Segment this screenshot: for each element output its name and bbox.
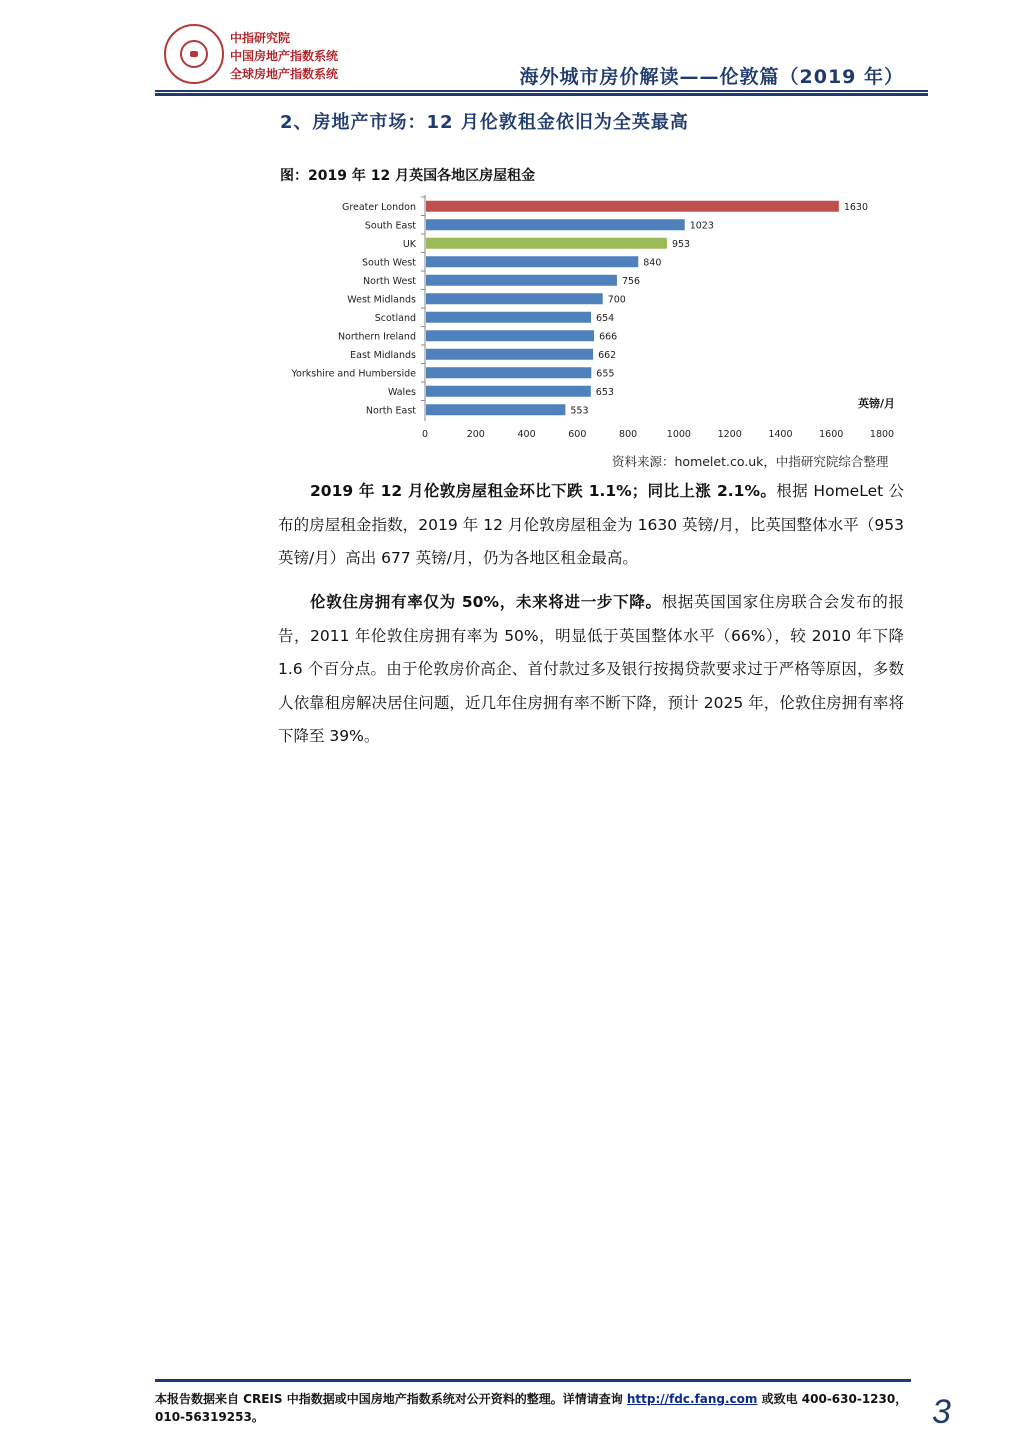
header-rule-thick bbox=[155, 93, 928, 96]
data-label: 1023 bbox=[689, 220, 714, 232]
category-label: Wales bbox=[387, 386, 416, 398]
paragraph-ownership bbox=[278, 586, 904, 754]
bar bbox=[426, 238, 667, 249]
logo-emblem-icon bbox=[180, 40, 208, 68]
x-tick-label: 1400 bbox=[768, 429, 793, 440]
header-rule-thin bbox=[155, 90, 928, 92]
org-name-1: 中指研究院 bbox=[230, 31, 291, 45]
paragraph-rent bbox=[278, 475, 904, 576]
paragraph-ownership-lead: 伦敦住房拥有率仅为 50%，未来将进一步下降。 bbox=[310, 593, 662, 611]
bar bbox=[426, 349, 593, 360]
section-title: 2、房地产市场：12 月伦敦租金依旧为全英最高 bbox=[280, 112, 689, 133]
bar bbox=[426, 275, 617, 286]
bar bbox=[426, 219, 685, 230]
bar bbox=[426, 367, 591, 378]
x-tick-label: 800 bbox=[619, 429, 638, 440]
bar bbox=[426, 330, 594, 341]
data-label: 654 bbox=[596, 312, 615, 324]
footer-note bbox=[155, 1390, 910, 1426]
x-tick-label: 400 bbox=[517, 429, 536, 440]
category-label: West Midlands bbox=[347, 294, 416, 306]
x-tick-label: 600 bbox=[568, 429, 587, 440]
bar bbox=[426, 293, 603, 304]
x-tick-label: 1000 bbox=[666, 429, 691, 440]
category-label: Yorkshire and Humberside bbox=[291, 368, 416, 380]
bar bbox=[426, 201, 839, 212]
x-tick-label: 0 bbox=[421, 429, 429, 440]
footer-link[interactable]: http://fdc.fang.com bbox=[626, 1392, 758, 1406]
category-label: South West bbox=[362, 257, 416, 269]
footer-text-1: 本报告数据来自 CREIS 中指数据或中国房地产指数系统对公开资料的整理。详情请查询 bbox=[155, 1392, 627, 1406]
report-title: 海外城市房价解读——伦敦篇（2019 年） bbox=[519, 66, 904, 88]
data-label: 653 bbox=[595, 386, 614, 398]
category-label: Greater London bbox=[341, 201, 416, 213]
category-label: East Midlands bbox=[350, 349, 416, 361]
data-label: 553 bbox=[570, 405, 589, 417]
page-number: 3 bbox=[932, 1393, 951, 1431]
org-name-2: 中国房地产指数系统 bbox=[230, 49, 339, 63]
footer-rule bbox=[155, 1379, 911, 1382]
category-label: South East bbox=[364, 220, 416, 232]
source-note: 资料来源：homelet.co.uk，中指研究院综合整理 bbox=[612, 454, 889, 469]
category-label: UK bbox=[402, 238, 416, 250]
bar bbox=[426, 386, 591, 397]
data-label: 666 bbox=[599, 331, 618, 343]
data-label: 655 bbox=[596, 368, 615, 380]
figure-title: 图：2019 年 12 月英国各地区房屋租金 bbox=[280, 168, 536, 184]
org-name-3: 全球房地产指数系统 bbox=[230, 67, 339, 81]
category-label: North East bbox=[365, 405, 416, 417]
data-label: 756 bbox=[621, 275, 641, 287]
x-tick-label: 1200 bbox=[717, 429, 742, 440]
rent-bar-chart bbox=[280, 192, 910, 448]
chart-unit-label: 英镑/月 bbox=[858, 397, 896, 410]
bar bbox=[426, 404, 565, 415]
x-tick-label: 1800 bbox=[869, 429, 895, 440]
paragraph-rent-body: 根据 HomeLet 公布的房屋租金指数，2019 年 12 月伦敦房屋租金为 1630 英镑/月，比英国整体水平（953 英镑/月）高出 677 英镑/月，仍为各地区租金最高。 bbox=[278, 482, 905, 567]
paragraph-rent-lead: 2019 年 12 月伦敦房屋租金环比下跌 1.1%；同比上涨 2.1%。 bbox=[310, 482, 777, 500]
data-label: 700 bbox=[607, 294, 626, 306]
data-label: 840 bbox=[643, 257, 662, 269]
x-tick-label: 1600 bbox=[819, 429, 844, 440]
data-label: 1630 bbox=[843, 201, 869, 213]
paragraph-ownership-body: 根据英国国家住房联合会发布的报告，2011 年伦敦住房拥有率为 50%，明显低于英国整体水平（66%），较 2010 年下降 1.6 个百分点。由于伦敦房价高企、首付款过多及银行按揭贷款要求过于严格等原因，多数人依靠租房解决居住问题，近几年住房拥有率不断下降，预计 2025 年，伦敦住房拥有率将下降至 39%。 bbox=[278, 593, 904, 745]
bar bbox=[426, 312, 591, 323]
category-label: Scotland bbox=[374, 312, 416, 324]
org-logo bbox=[164, 24, 224, 84]
bar bbox=[426, 256, 638, 267]
category-label: North West bbox=[363, 275, 416, 287]
x-tick-label: 200 bbox=[466, 429, 485, 440]
category-label: Northern Ireland bbox=[337, 331, 416, 343]
footer-text-2: 或致电 400-630-1230，010-56319253。 bbox=[155, 1392, 908, 1424]
data-label: 662 bbox=[598, 349, 617, 361]
data-label: 953 bbox=[671, 238, 691, 250]
